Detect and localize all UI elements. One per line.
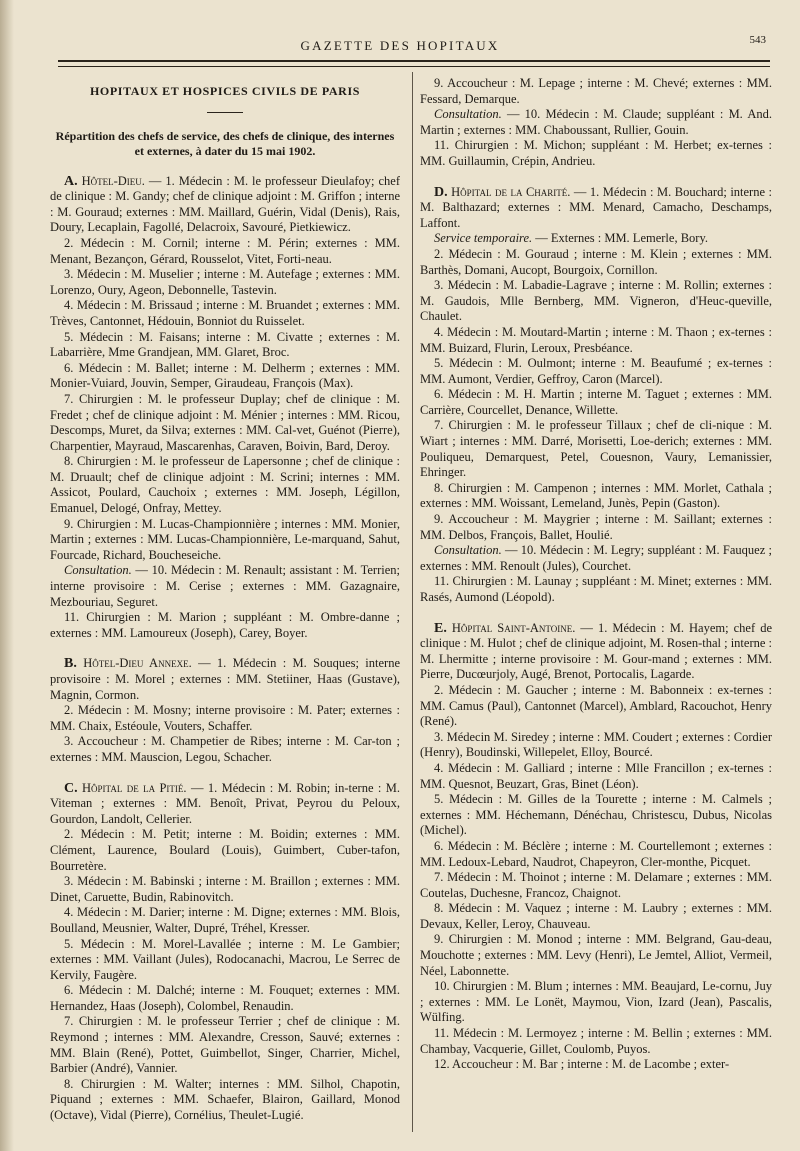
hospital-name: Hôpital Saint-Antoine.: [451, 620, 576, 635]
service-entry: 3. Médecin M. Siredey ; interne : MM. Coudert ; externes : Cordier (Henry), Boudinski, Willepelet, Elloy, Bourcé.: [420, 729, 772, 760]
service-entry: 11. Chirurgien : M. Marion ; suppléant : M. Ombre-danne ; externes : MM. Lamoureux (Joseph), Carey, Boyer.: [50, 610, 400, 640]
service-entry: 6. Médecin : M. Dalché; interne : M. Fouquet; externes : MM. Hernandez, Haas (Joseph), Colombel, Renaudin.: [50, 983, 400, 1013]
section-text: — 1. Médecin : M. Hayem; chef de clinique : M. Hulot ; chef de clinique adjoint, M. Rosen-thal ; interne : M. Lhermitte ; interne provisoire : M. Gour-mand ; externes : MM. Pierre, Ducœurjoly, Augé, Brenot, Portocalis, Lagarde.: [420, 620, 772, 682]
service-entry: 7. Chirurgien : M. le professeur Terrier ; chef de clinique : M. Reymond ; internes : MM. Alexandre, Cresson, Sauvé; externes : MM. Blain (René), Pottet, Guimbellot, Singer, Charrier, Michel, Barbier (André), Vannier.: [50, 1014, 400, 1076]
service-entry: 3. Accoucheur : M. Champetier de Ribes; interne : M. Car-ton ; externes : MM. Mauscion, Legou, Schacher.: [50, 734, 400, 764]
section-b-intro: [50, 656, 400, 703]
service-entry: 2. Médecin : M. Cornil; interne : M. Périn; externes : MM. Menant, Bezançon, Gérard, Rousselot, Vitet, Forti-neau.: [50, 235, 400, 266]
journal-title: GAZETTE DES HOPITAUX: [300, 38, 500, 53]
service-entry: 4. Médecin : M. Darier; interne : M. Digne; externes : MM. Blois, Boulland, Meusnier, Walter, Dupré, Tréhel, Kresser.: [50, 905, 400, 935]
hospital-name: Hôpital de la Pitié.: [82, 780, 187, 795]
service-entry: 5. Médecin : M. Faisans; interne : M. Civatte ; externes : M. Labarrière, Mme Grandjean, MM. Glaret, Broc.: [50, 329, 400, 360]
section-letter: A.: [64, 173, 78, 189]
consultation-text: — 10. Médecin : M. Legry; suppléant : M. Fauquez ; externes : MM. Renoult (Jules), Courchet.: [420, 543, 772, 573]
service-entry: 8. Chirurgien : M. le professeur de Lapersonne ; chef de clinique : M. Druault; chef de clinique adjoint : M. Scrini; internes : MM. Assicot, Poulard, Cauchoix ; externes : MM. Joseph, Légillon, Emanuel, Delogé, Onfray, Mettey.: [50, 454, 400, 516]
section-letter: D.: [434, 184, 448, 200]
consultation-label: Consultation.: [434, 107, 502, 122]
section-a-intro: [50, 174, 400, 236]
service-entry: 12. Accoucheur : M. Bar ; interne : M. de Lacombe ; exter-: [434, 1057, 730, 1072]
service-entry: 9. Chirurgien : M. Monod ; interne : MM. Belgrand, Gau-deau, Mouchotte ; externes : MM. Levy (Henri), Le Jemtel, Alliot, Vermeil, Néel, Labonnette.: [420, 932, 772, 978]
consultation-label: Consultation.: [434, 543, 502, 558]
service-entry: 3. Médecin : M. Babinski ; interne : M. Braillon ; externes : MM. Dinet, Caruette, Budin, Rabinovitch.: [50, 874, 400, 904]
service-entry: 6. Médecin : M. Ballet; interne : M. Delherm ; externes : MM. Monier-Vuiard, Jouvin, Semper, Giraudeau, François (Max).: [50, 360, 400, 391]
service-entry: 11. Médecin : M. Lermoyez ; interne : M. Bellin ; externes : MM. Chambay, Vacquerie, Gillet, Coulomb, Puyos.: [420, 1026, 772, 1056]
section-letter: C.: [64, 780, 78, 796]
column-divider: [412, 72, 413, 1132]
service-entry: 3. Médecin : M. Muselier ; interne : M. Autefage ; externes : MM. Lorenzo, Oury, Ageon, Debonnelle, Tastevin.: [50, 267, 400, 297]
service-entry: 2. Médecin : M. Petit; interne : M. Boidin; externes : MM. Clément, Laurence, Boulard (Louis), Guimbert, Cuber-tafon, Bourretère.: [50, 827, 400, 873]
service-entry: 7. Médecin : M. Thoinot ; interne : M. Delamare ; externes : MM. Coutelas, Duchesne, Francoz, Chaignot.: [420, 870, 772, 900]
consultation-text: — 10. Médecin : M. Renault; assistant : M. Terrien; interne provisoire : M. Cerise ; externes : MM. Gazagnaire, Mezbouriau, Seguret.: [50, 563, 400, 609]
section-letter: B.: [64, 656, 77, 672]
service-entry: 9. Chirurgien : M. Lucas-Championnière ; internes : MM. Monier, Martin ; externes : MM. Lucas-Championnière, Le-marquand, Sahut, Fourcade, Richard, Boucheseiche.: [50, 516, 400, 562]
consultation-text: — 10. Médecin : M. Claude; suppléant : M. And. Martin ; externes : MM. Chaboussant, Rullier, Gouin.: [420, 107, 772, 137]
section-c-intro: [50, 781, 400, 828]
service-entry: 9. Accoucheur : M. Maygrier ; interne : M. Saillant; externes : MM. Delbos, François, Ballet, Houlié.: [420, 512, 772, 542]
consultation-entry: [50, 563, 400, 610]
service-entry: 10. Chirurgien : M. Blum ; internes : MM. Beaujard, Le-cornu, Juy ; externes : MM. Le Lonët, Maymou, Vion, Izard (Jean), Pascalis, Wülfing.: [420, 979, 772, 1025]
hospital-name: Hôtel-Dieu.: [81, 173, 145, 188]
service-entry: 8. Chirurgien : M. Walter; internes : MM. Silhol, Chapotin, Piquand ; externes : MM. Schaefer, Blairon, Gaillard, Monod (Octave), Vidal (Pierre), Cornélius, Theulet-Lugié.: [50, 1076, 400, 1123]
section-text: — 1. Médecin : M. le professeur Dieulafoy; chef de clinique : M. Gandy; chef de clinique adjoint : M. Griffon ; interne : M. Gouraud; externes : MM. Maillard, Guérin, Vidal (Denis), Rais, Doury, Lecaplain, Fagollé, Delacroix, Savouré, Pietkiewicz.: [50, 173, 400, 235]
consultation-entry: [420, 543, 772, 574]
consultation-entry: [420, 107, 772, 138]
running-head: [0, 34, 800, 56]
article-title: HOPITAUX ET HOSPICES CIVILS DE PARIS: [90, 84, 360, 98]
section-d-intro: [420, 185, 772, 232]
service-entry: 2. Médecin : M. Gaucher ; interne : M. Babonneix : ex-ternes : MM. Camus (Paul), Cantonnet (Marcel), Amblard, Racouchot, Henry (René).: [420, 682, 772, 729]
temporary-service-label: Service temporaire.: [434, 231, 533, 246]
service-entry: 8. Médecin : M. Vaquez ; interne : M. Laubry ; externes : MM. Devaux, Keller, Leroy, Chauveau.: [420, 901, 772, 931]
service-entry: 4. Médecin : M. Moutard-Martin ; interne : M. Thaon ; ex-ternes : MM. Buizard, Flurin, Leroux, Presbéance.: [420, 324, 772, 355]
service-entry: 4. Médecin : M. Brissaud ; interne : M. Bruandet ; externes : MM. Trèves, Cantonnet, Hédouin, Bonniot du Ruisselet.: [50, 298, 400, 328]
hospital-name: Hôpital de la Charité.: [451, 184, 571, 199]
section-e-intro: [420, 621, 772, 683]
hospital-name: Hôtel-Dieu Annexe.: [83, 656, 192, 671]
service-entry: 11. Chirurgien : M. Michon; suppléant : M. Herbet; ex-ternes : MM. Guillaumin, Crépin, Andrieu.: [420, 138, 772, 168]
service-entry: 5. Médecin : M. Oulmont; interne : M. Beaufumé ; ex-ternes : MM. Aumont, Verdier, Geffroy, Caron (Marcel).: [420, 356, 772, 386]
section-text: — 1. Médecin : M. Bouchard; interne : M. Balthazard; externes : MM. Menard, Camacho, Deschamps, Laffont.: [420, 184, 772, 230]
right-column: [420, 76, 772, 1141]
consultation-label: Consultation.: [64, 563, 132, 578]
service-entry: 6. Médecin : M. H. Martin ; interne M. Taguet ; externes : MM. Carrière, Courcellet, Denance, Willette.: [420, 387, 772, 417]
header-rule-thick: [58, 60, 770, 62]
binding-shadow: [0, 0, 14, 1151]
section-text: — 1. Médecin : M. Robin; in-terne : M. Viteman ; externes : MM. Benoît, Privat, Peyrou du Peloux, Gourdon, Landolt, Cellerier.: [50, 780, 400, 826]
service-entry: 4. Médecin : M. Galliard ; interne : Mlle Francillon ; ex-ternes : MM. Quesnot, Beuzart, Gras, Binet (Léon).: [420, 760, 772, 791]
left-column: [50, 76, 400, 1141]
service-entry: 9. Accoucheur : M. Lepage ; interne : M. Chevé; externes : MM. Fessard, Demarque.: [420, 76, 772, 106]
service-entry: 7. Chirurgien : M. le professeur Duplay; chef de clinique : M. Fredet ; chef de clinique adjoint : M. Ménier ; internes : MM. Ricou, Descomps, Muret, da Silva; externes : MM. Cal-vet, Guénot (Pierre), Charpentier, Mayraud, Mascarenhas, Caraven, Boivin, Bard, Deroy.: [50, 391, 400, 453]
service-entry: 8. Chirurgien : M. Campenon ; internes : MM. Morlet, Cathala ; externes : MM. Woissant, Lemeland, Junès, Pepin (Gaston).: [420, 480, 772, 511]
temporary-service-text: — Externes : MM. Lemerle, Bory.: [532, 231, 709, 246]
article-subtitle: Répartition des chefs de service, des chefs de clinique, des internes et externes, à dater du 15 mai 1902.: [55, 128, 395, 158]
temporary-service-entry: [420, 231, 772, 247]
service-entry: 2. Médecin : M. Gouraud ; interne : M. Klein ; externes : MM. Barthès, Domani, Aucopt, Bourgoix, Cornillon.: [420, 246, 772, 277]
service-entry: 5. Médecin : M. Gilles de la Tourette ; interne : M. Calmels ; externes : MM. Héchemann, Dénéchau, Christescu, Dubus, Nicolas (Michel).: [420, 792, 772, 838]
service-entry: 5. Médecin : M. Morel-Lavallée ; interne : M. Le Gambier; externes : MM. Vaillant (Jules), Rodocanachi, Macrou, Le Serrec de Kervily, Faugère.: [50, 936, 400, 982]
page-number: 543: [749, 34, 766, 46]
service-entry: 2. Médecin : M. Mosny; interne provisoire : M. Pater; externes : MM. Chaix, Estéoule, Vouters, Schaffer.: [50, 703, 400, 733]
service-entry: 7. Chirurgien : M. le professeur Tillaux ; chef de cli-nique : M. Wiart ; internes : MM. Darré, Morisetti, Loe-derich; externes : MM. Pouliqueu, Demarquest, Petel, Couesnon, Vaury, Lemanissier, Ehringer.: [420, 418, 772, 480]
service-entry: 11. Chirurgien : M. Launay ; suppléant : M. Minet; externes : MM. Rasés, Aumond (Léopold).: [420, 574, 772, 604]
section-text: — 1. Médecin : M. Souques; interne provisoire : M. Morel ; externes : MM. Stetiiner, Haas (Gustave), Magnin, Cormon.: [50, 656, 400, 702]
header-rule-thin: [58, 66, 770, 67]
service-entry: 6. Médecin : M. Béclère ; interne : M. Courtellemont ; externes : MM. Ledoux-Lebard, Naudrot, Chapeyron, Cler-monthe, Picquet.: [420, 838, 772, 869]
service-entry: 3. Médecin : M. Labadie-Lagrave ; interne : M. Rollin; externes : M. Gaudois, Mlle Bernberg, MM. Vigneron, d'Heuc-queville, Chaulet.: [420, 278, 772, 324]
section-letter: E.: [434, 620, 447, 636]
title-rule: [207, 112, 243, 113]
